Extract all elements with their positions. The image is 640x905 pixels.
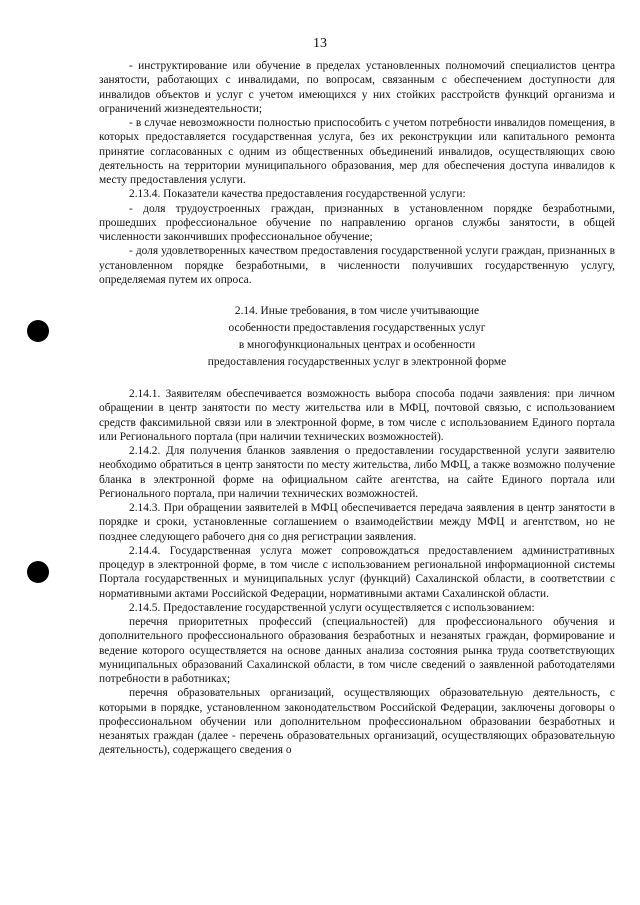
paragraph: - доля трудоустроенных граждан, признанных в установленном порядке безработными, прошедших профессиональное обучение по направлению органов службы занятости, в общей численности закончивших профессиональное обучение; xyxy=(99,202,615,243)
punch-hole-mark xyxy=(27,561,49,583)
punch-hole-mark xyxy=(27,320,49,342)
paragraph: 2.14.4. Государственная услуга может сопровождаться предоставлением административных процедур в электронной форме, в том числе с использованием региональной информационной системы Портала государственных и муниципальных услуг (функций) Сахалинской области, в соответствии с нормативными актами Российской Федерации, нормативными актами Сахалинской области. xyxy=(99,544,615,600)
paragraph: 2.14.3. При обращении заявителей в МФЦ обеспечивается передача заявления в центр занятости в порядке и сроки, установленные соглашением о взаимодействии между МФЦ и агентством, но не позднее следующего рабочего дня со дня регистрации заявления. xyxy=(99,502,615,543)
paragraph: 2.14.1. Заявителям обеспечивается возможность выбора способа подачи заявления: при личном обращении в центр занятости по месту жительства или в МФЦ, почтовой связью, с использованием средств факсимильной связи или в электронной форме, в том числе с использованием Единого портала или Регионального портала (при наличии технических возможностей). xyxy=(99,388,615,443)
section-heading-line: предоставления государственных услуг в электронной форме xyxy=(207,356,507,368)
paragraph: перечня образовательных организаций, осуществляющих образовательную деятельность, с которыми в порядке, установленном законодательством Российской Федерации, заключены договоры о профессиональном обучении или дополнительном профессиональном образовании безработных и незанятых граждан (далее - перечень образовательных организаций, осуществляющих образовательную деятельность), содержащего сведения о xyxy=(99,687,615,757)
paragraph: 2.13.4. Показатели качества предоставления государственной услуги: xyxy=(129,188,466,201)
paragraph: - доля удовлетворенных качеством предоставления государственной услуги граждан, признанных в установленном порядке безработными, в численности получивших государственную услугу, определяемая путем их опроса. xyxy=(99,245,615,286)
section-heading-line: в многофункциональных центрах и особенности xyxy=(238,339,476,351)
paragraph: - в случае невозможности полностью приспособить с учетом потребности инвалидов помещения, в которых предоставляется государственная услуга, без их реконструкции или капитального ремонта принятие согласованных с одним из общественных объединений инвалидов, осуществляющих свою деятельность на территории муниципального образования, мер для обеспечения доступа инвалидов к месту предоставления услуги. xyxy=(99,117,615,186)
paragraph: 2.14.2. Для получения бланков заявления о предоставлении государственной услуги заявителю необходимо обратиться в центр занятости по месту жительства, либо МФЦ, а также возможно получение бланка в электронной форме на официальном сайте агентства, на сайте Единого портала или Регионального портала, при наличии технических возможностей. xyxy=(99,445,615,500)
paragraph: 2.14.5. Предоставление государственной услуги осуществляется с использованием: xyxy=(129,601,535,614)
page-number: 13 xyxy=(313,36,327,51)
document-body xyxy=(99,59,615,758)
paragraph: перечня приоритетных профессий (специальностей) для профессионального обучения и дополнительного профессионального образования безработных и незанятых граждан, формирование и ведение которого осуществляется на основе данных анализа состояния рынка труда соответствующих муниципальных образований Сахалинской области, в том числе сведений о заявленной работодателями потребности в работниках; xyxy=(99,616,615,685)
section-heading xyxy=(99,303,615,371)
section-heading-line: особенности предоставления государственных услуг xyxy=(228,322,486,334)
paragraph: - инструктирование или обучение в пределах установленных полномочий специалистов центра занятости, работающих с инвалидами, по вопросам, связанным с обеспечением доступности для инвалидов объектов и услуг с учетом имеющихся у них стойких расстройств функций организма и ограничений жизнедеятельности; xyxy=(99,60,615,115)
section-heading-line: 2.14. Иные требования, в том числе учитывающие xyxy=(234,305,480,317)
